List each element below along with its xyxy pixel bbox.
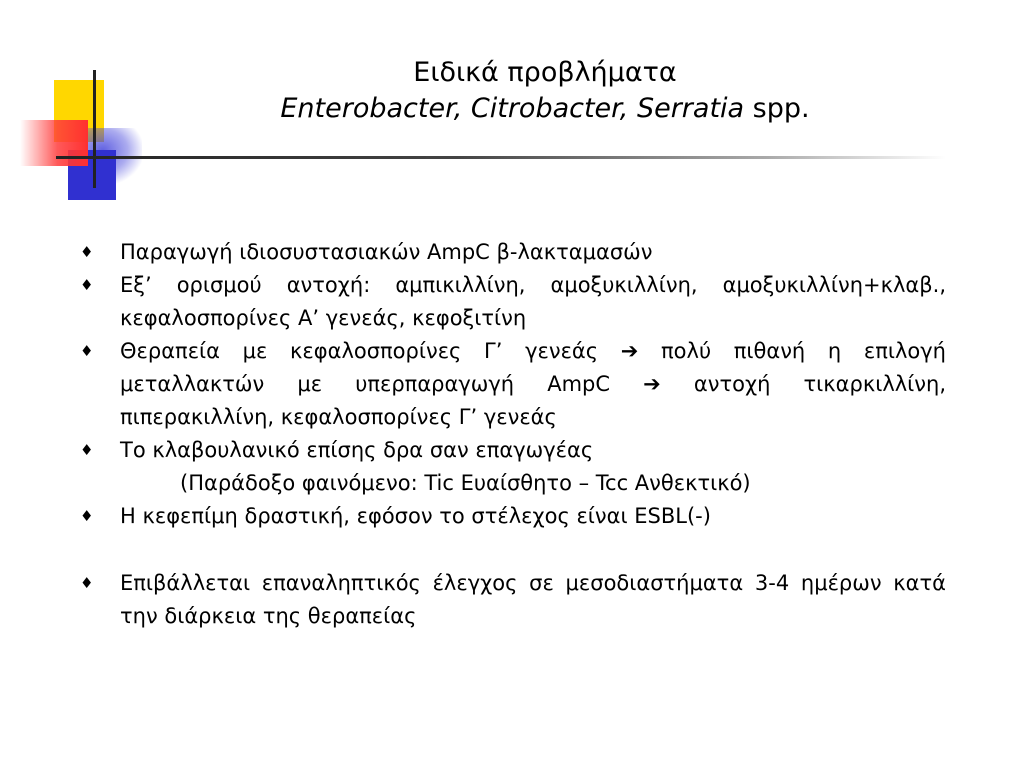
spacer [80, 533, 946, 567]
bullet-item [80, 269, 946, 335]
bullet-item [80, 567, 946, 633]
bullet-item [80, 500, 946, 533]
title-line-1: Ειδικά προβλήματα [413, 57, 677, 88]
slide-title [150, 56, 940, 128]
bullet-text: Εξ’ ορισμού αντοχή: αμπικιλλίνη, αμοξυκιλλίνη, αμοξυκιλλίνη+κλαβ., κεφαλοσπορίνες Α’ γενεάς, κεφοξιτίνη [120, 273, 946, 330]
title-line-2 [150, 90, 940, 128]
title-underline [56, 156, 946, 159]
bullet-text: Παραγωγή ιδιοσυστασιακών AmpC β-λακταμασών [120, 240, 653, 264]
bullet-item [80, 236, 946, 269]
right-arrow-icon: ➔ [643, 372, 661, 396]
bullet-text: Θεραπεία με κεφαλοσπορίνες Γ’ γενεάς [120, 339, 621, 363]
diamond-bullet-icon: ♦ [80, 342, 94, 360]
title-spp: spp. [744, 93, 810, 124]
diamond-bullet-icon: ♦ [80, 276, 94, 294]
diamond-bullet-icon: ♦ [80, 574, 94, 592]
red-gradient-square [20, 120, 88, 166]
right-arrow-icon: ➔ [620, 339, 639, 363]
bullet-text: Η κεφεπίμη δραστική, εφόσον το στέλεχος είναι ESBL(-) [120, 504, 711, 528]
diamond-bullet-icon: ♦ [80, 441, 94, 459]
bullet-item [80, 434, 946, 467]
bullet-text: Επιβάλλεται επαναληπτικός έλεγχος σε μεσοδιαστήματα 3-4 ημέρων κατά την διάρκεια της θεραπείας [120, 571, 946, 628]
bullet-item [80, 335, 946, 434]
vertical-rule [93, 70, 96, 188]
title-genera: Enterobacter, Citrobacter, Serratia [280, 93, 745, 124]
bullet-text: αντοχή τικαρκιλλίνη, πιπερακιλλίνη, κεφαλοσπορίνες Γ’ γενεάς [120, 372, 946, 429]
paradox-note: (Παράδοξο φαινόμενο: Tic Ευαίσθητο – Tcc Ανθεκτικό) [180, 471, 751, 495]
decorative-squares [0, 0, 160, 210]
diamond-bullet-icon: ♦ [80, 243, 94, 261]
diamond-bullet-icon: ♦ [80, 507, 94, 525]
slide-body [80, 236, 946, 633]
bullet-text: πολύ πιθανή η επιλογή μεταλλακτών με υπερπαραγωγή AmpC [120, 339, 946, 396]
bullet-text: Το κλαβουλανικό επίσης δρα σαν επαγωγέας [120, 438, 594, 462]
